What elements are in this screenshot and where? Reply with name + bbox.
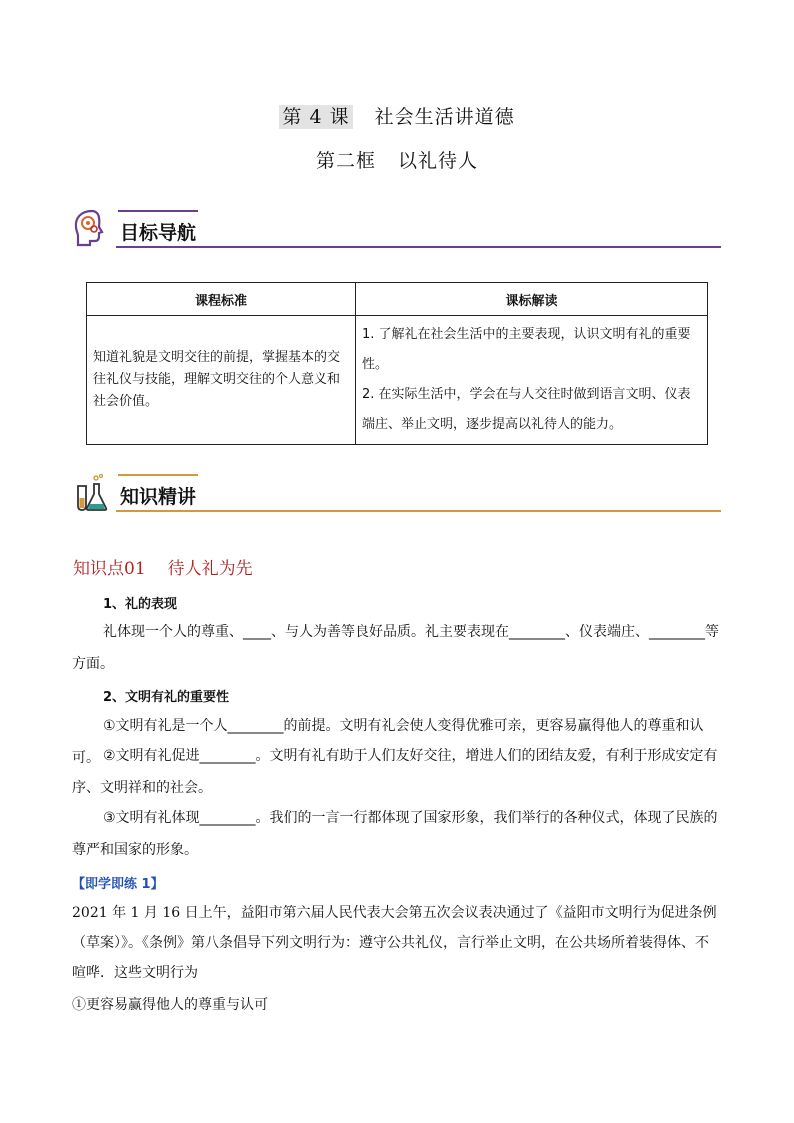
knowledge-point-topic: 待人礼为先	[167, 559, 253, 579]
knowledge-point-title	[73, 554, 253, 579]
lesson-topic: 社会生活讲道德	[374, 106, 515, 128]
frame-number: 第二框	[315, 150, 376, 172]
knowledge-point-label: 知识点01	[73, 559, 146, 579]
section-divider	[116, 246, 721, 248]
paragraph: ③文明有礼体现________。我们的一言一行都体现了国家形象，我们举行的各种仪式，体现了民族的尊严和国家的形象。	[72, 810, 718, 858]
section-divider	[116, 510, 721, 512]
frame-title	[0, 146, 794, 173]
interpretation-cell	[356, 316, 708, 445]
curriculum-standard-cell: 知道礼貌是文明交往的前提，掌握基本的交往礼仪与技能，理解文明交往的个人意义和社会价值。	[87, 316, 356, 445]
head-gears-icon	[72, 208, 108, 248]
table-header-row	[87, 283, 708, 316]
section-knowledge-title: 知识精讲	[120, 486, 197, 508]
standards-table	[86, 282, 708, 445]
lesson-title	[0, 102, 794, 129]
paragraph: ①文明有礼是一个人________的前提。文明有礼会使人变得优雅可亲，更容易赢得他人的尊重和认可。	[72, 718, 704, 766]
table-header-cell: 课程标准	[87, 283, 356, 316]
paragraph: ②文明有礼促进________。文明有礼有助于人们友好交往，增进人们的团结友爱，有利于形成安定有序、文明祥和的社会。	[72, 748, 718, 796]
frame-topic: 以礼待人	[398, 150, 479, 172]
interpretation-item: 1. 了解礼在社会生活中的主要表现，认识文明有礼的重要性。	[362, 327, 691, 372]
subheading: 2、文明有礼的重要性	[103, 690, 230, 705]
subheading: 1、礼的表现	[103, 597, 178, 612]
exercise-tag: 【即学即练 1】	[72, 877, 164, 892]
exercise-option: ①更容易赢得他人的尊重与认可	[72, 997, 268, 1013]
paragraph: 礼体现一个人的尊重、____、与人为善等良好品质。礼主要表现在________、仪表端庄、________等方面。	[72, 624, 719, 672]
section-accent-bar	[118, 210, 198, 212]
lab-flask-icon	[72, 472, 108, 512]
section-knowledge-header	[72, 472, 721, 512]
section-goals-title: 目标导航	[120, 222, 197, 244]
table-row	[87, 316, 708, 445]
section-goals-header	[72, 208, 721, 248]
interpretation-item: 2. 在实际生活中，学会在与人交往时做到语言文明、仪表端庄、举止文明，逐步提高以礼待人的能力。	[362, 387, 691, 432]
exercise-text: 2021 年 1 月 16 日上午，益阳市第六届人民代表大会第五次会议表决通过了《益阳市文明行为促进条例（草案）》。《条例》第八条倡导下列文明行为：遵守公共礼仪，言行举止文明，在公共场所着装得体、不喧哗．这些文明行为	[72, 905, 717, 981]
section-accent-bar	[118, 474, 198, 476]
table-header-cell: 课标解读	[356, 283, 708, 316]
lesson-number: 第 4 课	[279, 105, 352, 129]
